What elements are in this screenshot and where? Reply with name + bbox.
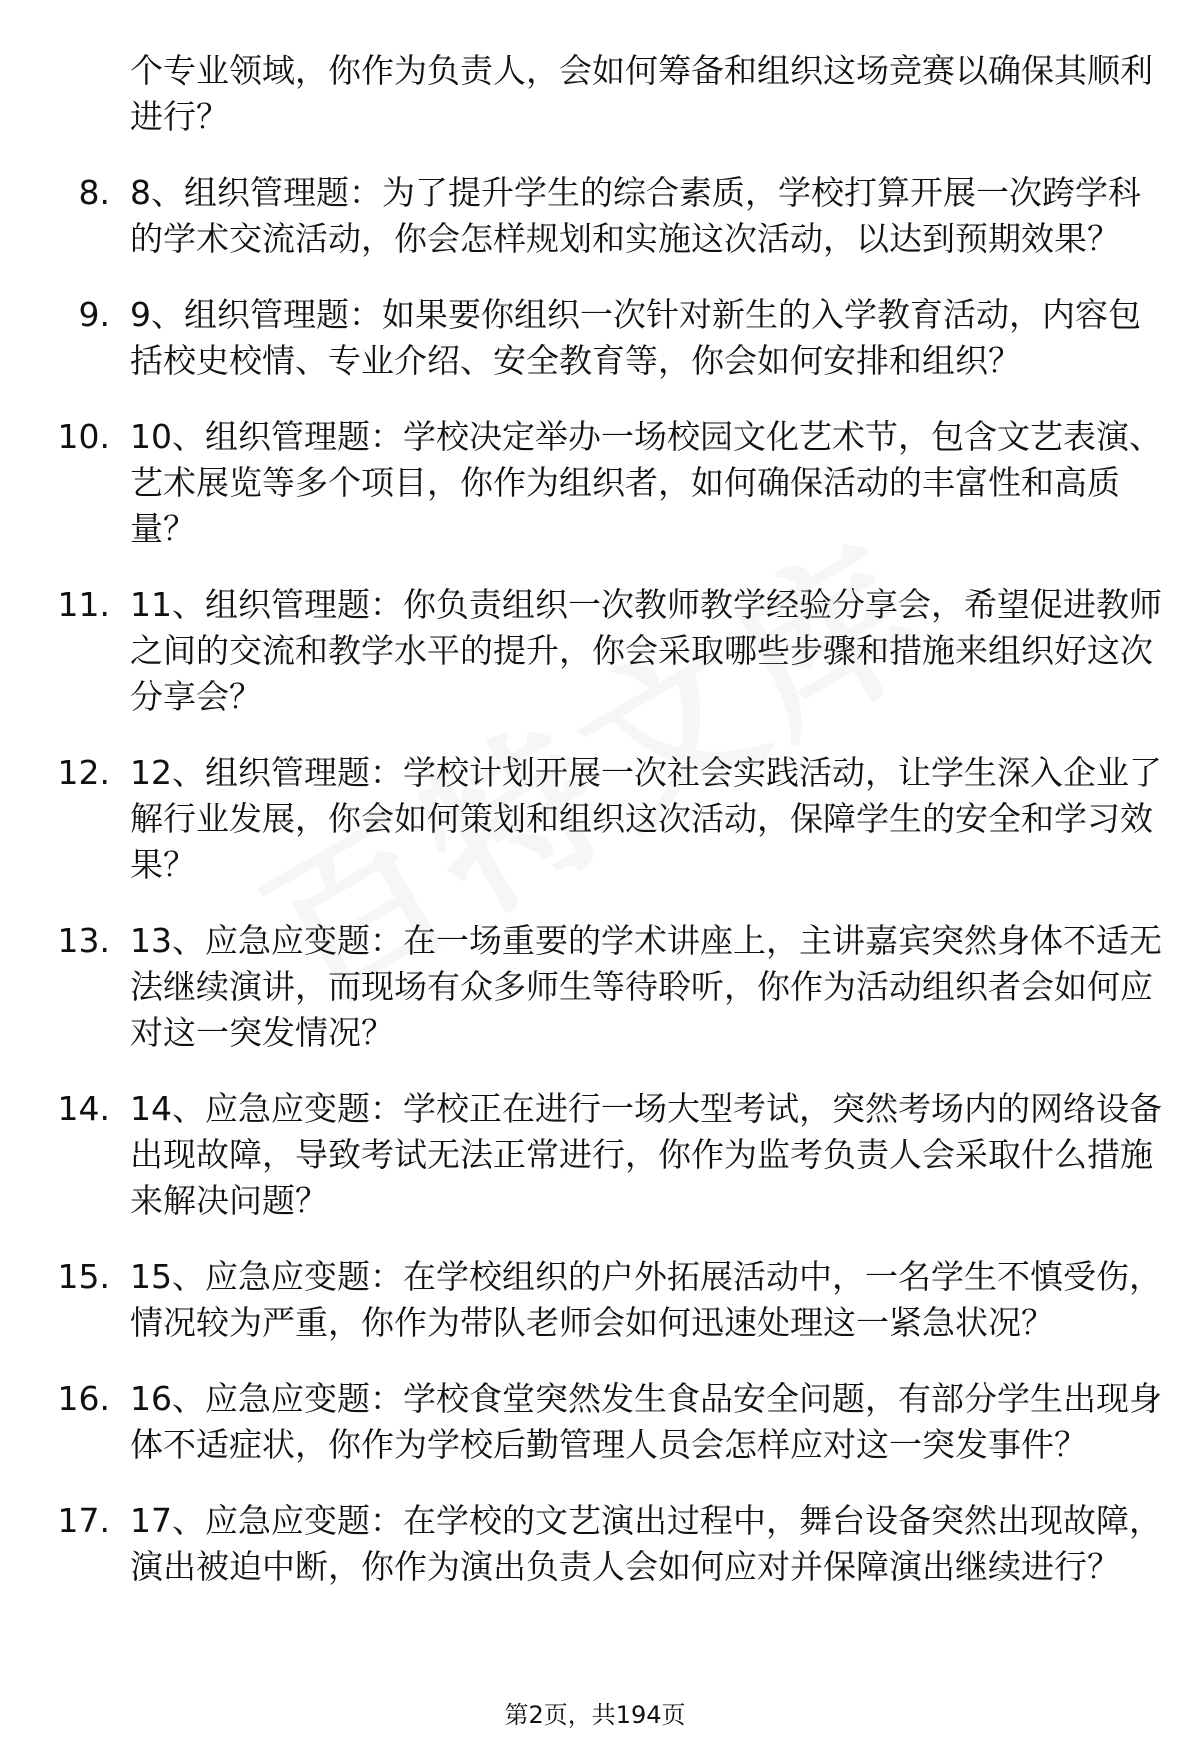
- item-number: 13.: [57, 921, 110, 960]
- item-number: 15.: [57, 1257, 110, 1296]
- item-text: 11、组织管理题：你负责组织一次教师教学经验分享会，希望促进教师之间的交流和教学水平的提升，你会采取哪些步骤和措施来组织好这次分享会？: [130, 585, 1162, 716]
- item-number: 9.: [78, 295, 110, 334]
- list-item: [0, 918, 1190, 1056]
- list-item: [0, 1254, 1190, 1346]
- item-text: 12、组织管理题：学校计划开展一次社会实践活动，让学生深入企业了解行业发展，你会如何策划和组织这次活动，保障学生的安全和学习效果？: [130, 753, 1162, 884]
- item-text: 17、应急应变题：在学校的文艺演出过程中，舞台设备突然出现故障，演出被迫中断，你作为演出负责人会如何应对并保障演出继续进行？: [130, 1501, 1162, 1586]
- item-text: 10、组织管理题：学校决定举办一场校园文化艺术节，包含文艺表演、艺术展览等多个项目，你作为组织者，如何确保活动的丰富性和高质量？: [130, 417, 1162, 548]
- list-item: [0, 582, 1190, 720]
- item-number: 8.: [78, 173, 110, 212]
- list-item: [0, 1086, 1190, 1224]
- list-item: [0, 48, 1190, 140]
- question-list: [0, 48, 1190, 1620]
- item-text: 个专业领域，你作为负责人，会如何筹备和组织这场竞赛以确保其顺利进行？: [130, 51, 1153, 136]
- list-item: [0, 1498, 1190, 1590]
- item-text: 14、应急应变题：学校正在进行一场大型考试，突然考场内的网络设备出现故障，导致考试无法正常进行，你作为监考负责人会采取什么措施来解决问题？: [130, 1089, 1162, 1220]
- item-number: 10.: [57, 417, 110, 456]
- list-item: [0, 292, 1190, 384]
- item-number: 14.: [57, 1089, 110, 1128]
- list-item: [0, 750, 1190, 888]
- item-text: 8、组织管理题：为了提升学生的综合素质，学校打算开展一次跨学科的学术交流活动，你会怎样规划和实施这次活动，以达到预期效果？: [130, 173, 1141, 258]
- item-number: 16.: [57, 1379, 110, 1418]
- page-footer: 第2页，共194页: [504, 1701, 686, 1729]
- list-item: [0, 170, 1190, 262]
- item-text: 13、应急应变题：在一场重要的学术讲座上，主讲嘉宾突然身体不适无法继续演讲，而现场有众多师生等待聆听，你作为活动组织者会如何应对这一突发情况？: [130, 921, 1162, 1052]
- item-text: 16、应急应变题：学校食堂突然发生食品安全问题，有部分学生出现身体不适症状，你作为学校后勤管理人员会怎样应对这一突发事件？: [130, 1379, 1162, 1464]
- list-item: [0, 1376, 1190, 1468]
- list-item: [0, 414, 1190, 552]
- item-number: 17.: [57, 1501, 110, 1540]
- item-text: 15、应急应变题：在学校组织的户外拓展活动中，一名学生不慎受伤，情况较为严重，你作为带队老师会如何迅速处理这一紧急状况？: [130, 1257, 1162, 1342]
- item-text: 9、组织管理题：如果要你组织一次针对新生的入学教育活动，内容包括校史校情、专业介绍、安全教育等，你会如何安排和组织？: [130, 295, 1141, 380]
- item-number: 12.: [57, 753, 110, 792]
- item-number: 11.: [57, 585, 110, 624]
